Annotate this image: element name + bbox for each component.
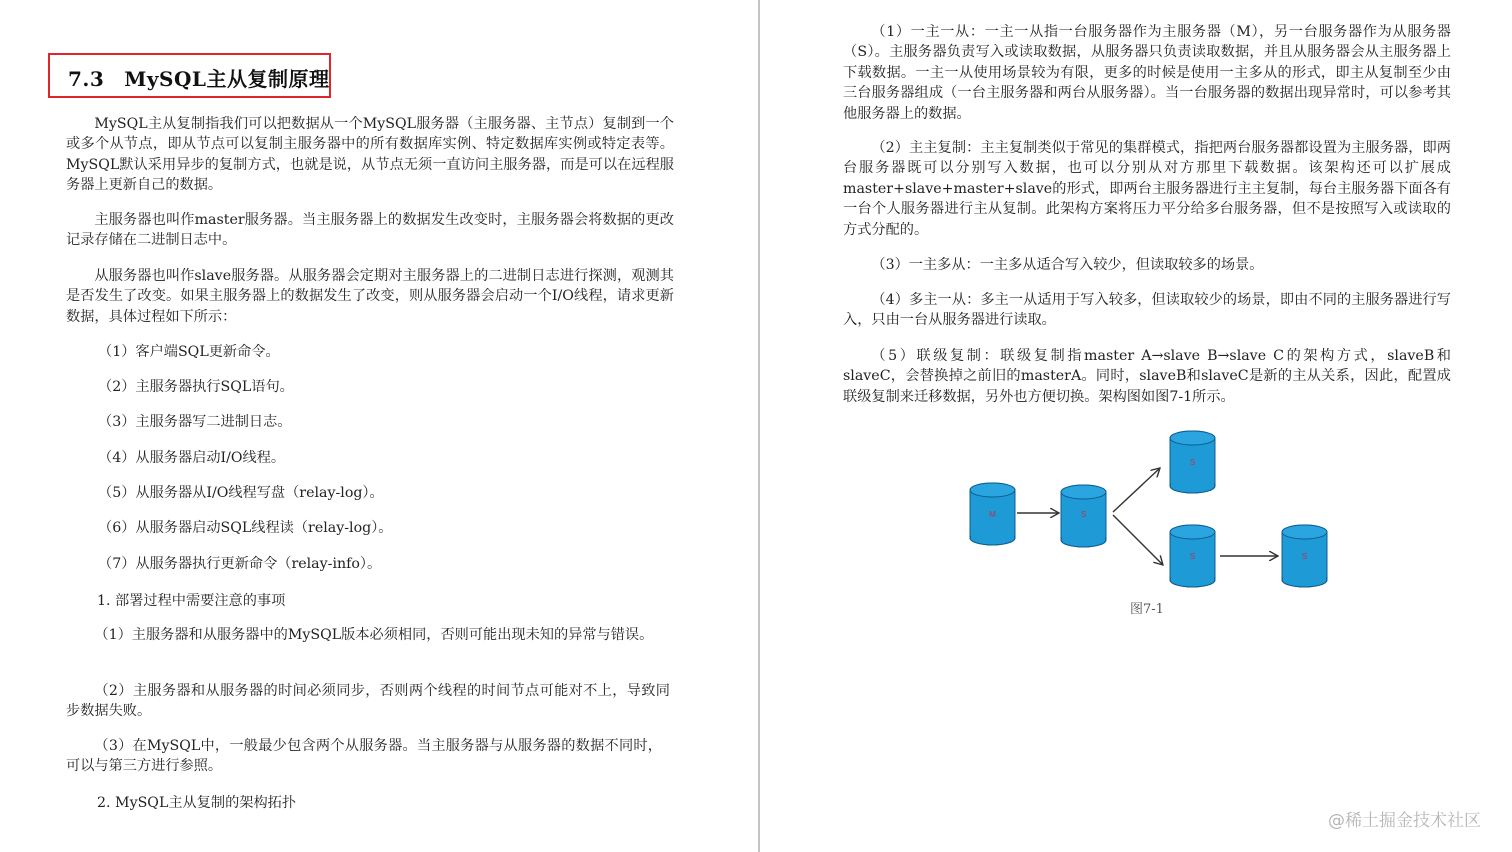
step-item: （2）主服务器执行SQL语句。 xyxy=(98,379,294,395)
step-item: （5）从服务器从I/O线程写盘（relay-log）。 xyxy=(98,485,384,501)
paragraph-master: 主服务器也叫作master服务器。当主服务器上的数据发生改变时，主服务器会将数据的更改记录存储在二进制日志中。 xyxy=(66,212,674,249)
svg-text:S: S xyxy=(1301,552,1308,561)
svg-text:M: M xyxy=(989,510,996,519)
paragraph-cascade-replication: （5）联级复制：联级复制指master A→slave B→slave C的架构方式，slaveB和slaveC，会替换掉之前旧的masterA。同时，slaveB和slaveC是新的主从关系，因此，配置成联级复制来迁移数据，另外也方便切换。架构图如图7-1所示。 xyxy=(843,348,1451,405)
note-item: （1）主服务器和从服务器中的MySQL版本必须相同，否则可能出现未知的异常与错误。 xyxy=(94,627,654,643)
database-slave-icon xyxy=(1061,485,1106,547)
paragraph-slave: 从服务器也叫作slave服务器。从服务器会定期对主服务器上的二进制日志进行探测，观测其是否发生了改变。如果主服务器上的数据发生了改变，则从服务器会启动一个I/O线程，请求更新数据，具体过程如下所示： xyxy=(66,268,674,325)
svg-text:S: S xyxy=(1189,458,1196,467)
note-item: （3）在MySQL中，一般最少包含两个从服务器。当主服务器与从服务器的数据不同时，可以与第三方进行参照。 xyxy=(66,738,662,775)
section-heading xyxy=(68,63,329,92)
note-item: （2）主服务器和从服务器的时间必须同步，否则两个线程的时间节点可能对不上，导致同步数据失败。 xyxy=(66,683,670,720)
step-item: （3）主服务器写二进制日志。 xyxy=(98,414,292,430)
database-slave-icon xyxy=(1170,431,1215,493)
svg-text:S: S xyxy=(1080,510,1087,519)
paragraph-one-master-multi-slave: （3）一主多从：一主多从适合写入较少，但读取较多的场景。 xyxy=(871,257,1264,273)
arrow-s1-to-s2 xyxy=(1113,468,1160,512)
paragraph-intro: MySQL主从复制指我们可以把数据从一个MySQL服务器（主服务器、主节点）复制到一个或多个从节点，即从节点可以复制主服务器中的所有数据库实例、特定数据库实例或特定表等。MySQL默认采用异步的复制方式，也就是说，从节点无须一直访问主服务器，而是可以在远程服务器上更新自己的数据。 xyxy=(66,116,674,194)
arrow-s1-to-s3 xyxy=(1113,515,1163,565)
paragraph-one-master-one-slave: （1）一主一从：一主一从指一台服务器作为主服务器（M），另一台服务器作为从服务器（S）。主服务器负责写入或读取数据，从服务器只负责读取数据，并且从服务器会从主服务器上下载数据。一主一从使用场景较为有限，更多的时候是使用一主多从的形式，即主从复制至少由三台服务器组成（一台主服务器和两台从服务器）。当一台服务器的数据出现异常时，可以参考其他服务器上的数据。 xyxy=(843,24,1451,122)
step-item: （6）从服务器启动SQL线程读（relay-log）。 xyxy=(98,520,393,536)
step-item: （1）客户端SQL更新命令。 xyxy=(98,344,280,360)
database-slave-icon xyxy=(1170,525,1215,587)
svg-text:S: S xyxy=(1189,552,1196,561)
section-number: 7.3 xyxy=(68,67,105,91)
step-item: （7）从服务器执行更新命令（relay-info）。 xyxy=(98,556,382,572)
section-heading-highlight xyxy=(48,53,331,98)
database-master-icon xyxy=(970,483,1015,545)
paragraph-master-master: （2）主主复制：主主复制类似于常见的集群模式，指把两台服务器都设置为主服务器，即两台服务器既可以分别写入数据，也可以分别从对方那里下载数据。该架构还可以扩展成master+slave+master+slave的形式，即两台主服务器进行主主复制，每台主服务器下面各有一台个人服务器进行主从复制。此架构方案将压力平分给多台服务器，但不是按照写入或读取的方式分配的。 xyxy=(843,140,1451,238)
paragraph-multi-master-one-slave: （4）多主一从：多主一从适用于写入较多，但读取较少的场景，即由不同的主服务器进行写入，只由一台从服务器进行读取。 xyxy=(843,292,1451,329)
subsection-heading-deployment: 1. 部署过程中需要注意的事项 xyxy=(97,593,286,609)
subsection-heading-topology: 2. MySQL主从复制的架构拓扑 xyxy=(97,795,297,811)
step-item: （4）从服务器启动I/O线程。 xyxy=(98,450,286,466)
figure-caption: 图7-1 xyxy=(1130,602,1164,617)
database-slave-icon xyxy=(1282,525,1327,587)
watermark: @稀土掘金技术社区 xyxy=(1328,811,1481,831)
section-title: MySQL主从复制原理 xyxy=(124,67,330,91)
replication-topology-diagram xyxy=(960,425,1340,625)
